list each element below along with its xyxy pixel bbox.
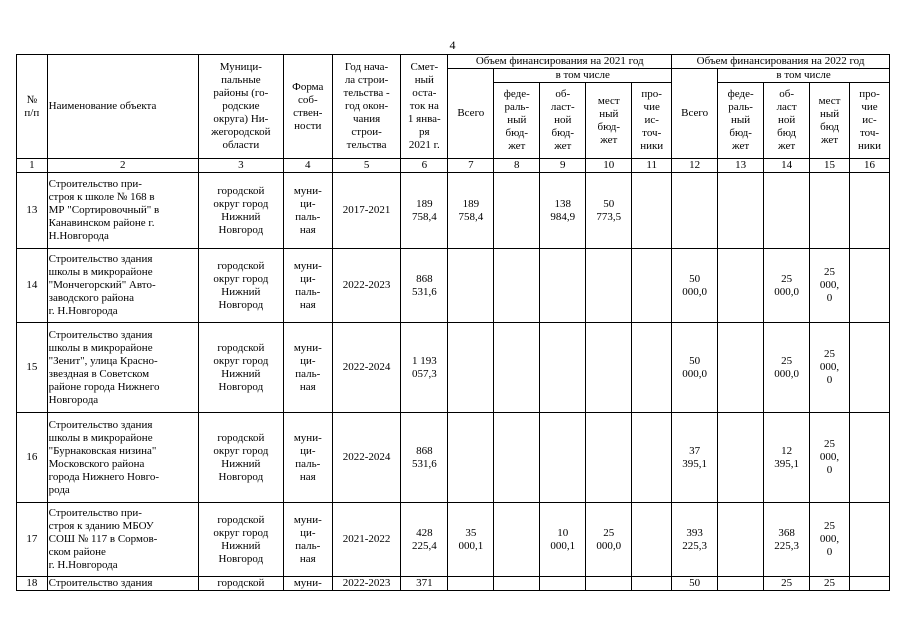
fin-2021-federal [494,503,540,577]
fin-2021-local [586,249,632,323]
column-number: 2 [47,159,198,173]
column-number: 12 [672,159,718,173]
fin-2021-other [632,249,672,323]
fin-2021-federal [494,413,540,503]
table-row [17,249,890,323]
header-col-years: Год нача- ла строи- тельства - год окон- чания строи- тельства [332,55,400,159]
construction-years: 2022-2024 [332,413,400,503]
construction-years: 2017-2021 [332,173,400,249]
fin-2022-other [849,249,889,323]
page-number: 4 [449,38,456,52]
fin-2022-local: 25 000, 0 [810,323,850,413]
fin-2021-other [632,503,672,577]
table-row [17,173,890,249]
district: городской округ город Нижний Новгород [198,503,283,577]
ownership-form: муни- ци- паль- ная [283,249,332,323]
row-number: 16 [17,413,48,503]
row-number: 14 [17,249,48,323]
fin-2021-local: 25 000,0 [586,503,632,577]
financing-table [16,54,890,591]
table-row [17,323,890,413]
fin-2021-total [448,249,494,323]
fin-2021-federal [494,173,540,249]
column-number: 10 [586,159,632,173]
ownership-form: муни- ци- паль- ная [283,503,332,577]
fin-2022-other [849,173,889,249]
fin-2021-total [448,323,494,413]
fin-2022-total: 393 225,3 [672,503,718,577]
fin-2022-regional: 12 395,1 [764,413,810,503]
estimated-remainder: 1 193 057,3 [401,323,448,413]
construction-years: 2022-2023 [332,249,400,323]
column-number: 16 [849,159,889,173]
fin-2022-total: 50 [672,577,718,591]
fin-2021-local [586,577,632,591]
estimated-remainder: 371 [401,577,448,591]
fin-2022-federal [718,249,764,323]
fin-2021-regional [540,413,586,503]
header-2022-obl: об- ласт ной бюд жет [764,83,810,159]
fin-2022-regional: 368 225,3 [764,503,810,577]
fin-2022-total: 50 000,0 [672,323,718,413]
fin-2022-regional: 25 [764,577,810,591]
fin-2022-total: 50 000,0 [672,249,718,323]
district: городской округ город Нижний Новгород [198,249,283,323]
ownership-form: муни- ци- паль- ная [283,173,332,249]
header-col-ownership: Форма соб- ствен- ности [283,55,332,159]
column-number: 14 [764,159,810,173]
fin-2022-other [849,577,889,591]
column-number: 1 [17,159,48,173]
object-name: Строительство здания [47,577,198,591]
column-number: 3 [198,159,283,173]
column-number-row [17,159,890,173]
column-number: 8 [494,159,540,173]
fin-2022-local: 25 000, 0 [810,249,850,323]
row-number: 17 [17,503,48,577]
fin-2021-regional [540,249,586,323]
fin-2022-federal [718,323,764,413]
fin-2022-local: 25 [810,577,850,591]
fin-2021-other [632,173,672,249]
header-2021-proch: про- чие ис- точ- ники [632,83,672,159]
fin-2021-regional [540,577,586,591]
fin-2022-other [849,323,889,413]
fin-2022-local: 25 000, 0 [810,413,850,503]
estimated-remainder: 868 531,6 [401,413,448,503]
fin-2021-local [586,323,632,413]
row-number: 15 [17,323,48,413]
fin-2021-regional [540,323,586,413]
column-number: 15 [810,159,850,173]
construction-years: 2021-2022 [332,503,400,577]
column-number: 7 [448,159,494,173]
fin-2022-regional [764,173,810,249]
row-number: 18 [17,577,48,591]
fin-2022-federal [718,173,764,249]
header-2022-fed: феде- раль- ный бюд- жет [718,83,764,159]
object-name: Строительство при- строя к школе № 168 в МР "Сортировочный" в Канавинском районе г. Н.Новгорода [47,173,198,249]
header-2022-total: Всего [672,69,718,159]
fin-2022-regional: 25 000,0 [764,249,810,323]
fin-2021-federal [494,249,540,323]
district: городской округ город Нижний Новгород [198,413,283,503]
fin-2022-federal [718,577,764,591]
fin-2021-total [448,577,494,591]
column-number: 9 [540,159,586,173]
fin-2021-total: 35 000,1 [448,503,494,577]
estimated-remainder: 868 531,6 [401,249,448,323]
fin-2021-local: 50 773,5 [586,173,632,249]
column-number: 6 [401,159,448,173]
column-number: 11 [632,159,672,173]
fin-2022-federal [718,413,764,503]
header-2022-mest: мест ный бюд жет [810,83,850,159]
column-number: 13 [718,159,764,173]
fin-2021-other [632,323,672,413]
object-name: Строительство здания школы в микрорайоне "Мончегорский" Авто- заводского района г. Н.Новгорода [47,249,198,323]
district: городской округ город Нижний Новгород [198,323,283,413]
header-col-remainder: Смет- ный оста- ток на 1 янва- ря 2021 г. [401,55,448,159]
fin-2021-other [632,577,672,591]
header-col-name: Наименование объекта [47,55,198,159]
fin-2021-other [632,413,672,503]
ownership-form: муни- ци- паль- ная [283,413,332,503]
district: городской [198,577,283,591]
district: городской округ город Нижний Новгород [198,173,283,249]
column-number: 5 [332,159,400,173]
fin-2022-federal [718,503,764,577]
object-name: Строительство здания школы в микрорайоне "Бурнаковская низина" Московского района города Нижнего Новго- рода [47,413,198,503]
fin-2022-other [849,503,889,577]
fin-2022-local [810,173,850,249]
object-name: Строительство при- строя к зданию МБОУ СОШ № 117 в Сормов- ском районе г. Н.Новгорода [47,503,198,577]
fin-2022-total [672,173,718,249]
fin-2021-total [448,413,494,503]
header-2021-fed: феде- раль- ный бюд- жет [494,83,540,159]
fin-2021-local [586,413,632,503]
ownership-form: муни- [283,577,332,591]
construction-years: 2022-2024 [332,323,400,413]
object-name: Строительство здания школы в микрорайоне "Зенит", улица Красно- звездная в Советском районе города Нижнего Новгорода [47,323,198,413]
estimated-remainder: 428 225,4 [401,503,448,577]
header-2022-proch: про- чие ис- точ- ники [849,83,889,159]
fin-2021-federal [494,323,540,413]
header-2021-obl: об- ласт- ной бюд- жет [540,83,586,159]
table-row [17,503,890,577]
header-2021-incl: в том числе [494,69,672,83]
estimated-remainder: 189 758,4 [401,173,448,249]
column-number: 4 [283,159,332,173]
construction-years: 2022-2023 [332,577,400,591]
header-2021-total: Всего [448,69,494,159]
header-2021-mest: мест ный бюд- жет [586,83,632,159]
header-2022-incl: в том числе [718,69,890,83]
fin-2021-total: 189 758,4 [448,173,494,249]
fin-2021-regional: 10 000,1 [540,503,586,577]
header-fin-2022: Объем финансирования на 2022 год [672,55,890,69]
fin-2022-other [849,413,889,503]
table-row [17,577,890,591]
table-row [17,413,890,503]
fin-2021-regional: 138 984,9 [540,173,586,249]
row-number: 13 [17,173,48,249]
ownership-form: муни- ци- паль- ная [283,323,332,413]
fin-2022-total: 37 395,1 [672,413,718,503]
header-col-district: Муници- пальные районы (го- родские округа) Ни- жегородской области [198,55,283,159]
header-fin-2021: Объем финансирования на 2021 год [448,55,672,69]
fin-2021-federal [494,577,540,591]
fin-2022-local: 25 000, 0 [810,503,850,577]
fin-2022-regional: 25 000,0 [764,323,810,413]
header-col-index: № п/п [17,55,48,159]
